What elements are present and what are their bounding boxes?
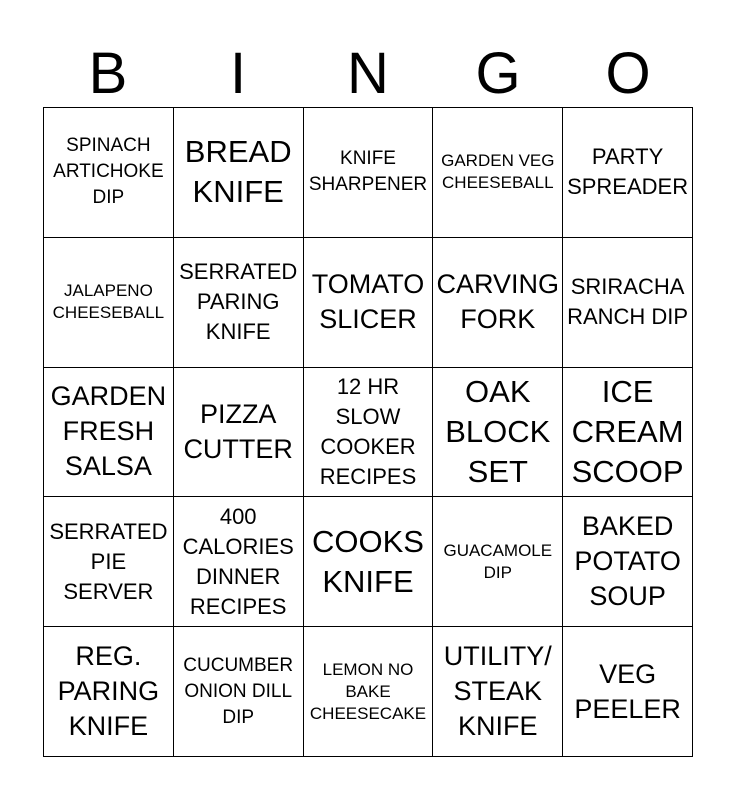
- cell-label: GUACAMOLE DIP: [443, 540, 553, 582]
- bingo-header: [43, 40, 693, 108]
- header-letter-o: O: [605, 41, 651, 106]
- cell-label: GARDEN FRESH SALSA: [50, 381, 167, 482]
- cell-label: SPINACH ARTICHOKE DIP: [53, 135, 164, 209]
- cell-label: GARDEN VEG CHEESEBALL: [441, 151, 555, 193]
- header-letter-i: I: [229, 41, 247, 106]
- header-letter-n: N: [347, 41, 389, 106]
- bingo-cell[interactable]: [44, 497, 174, 627]
- bingo-cell[interactable]: [563, 108, 693, 238]
- bingo-cell[interactable]: [304, 497, 434, 627]
- cell-label: JALAPENO CHEESEBALL: [52, 281, 165, 323]
- cell-label: VEG PEELER: [574, 658, 681, 724]
- header-letter-g: G: [475, 41, 521, 106]
- cell-label: BREAD KNIFE: [184, 134, 292, 210]
- cell-label: BAKED POTATO SOUP: [574, 511, 681, 612]
- cell-label: PIZZA CUTTER: [183, 398, 293, 464]
- cell-label: COOKS KNIFE: [312, 523, 424, 599]
- cell-label: OAK BLOCK SET: [445, 373, 551, 489]
- cell-label: TOMATO SLICER: [311, 269, 425, 335]
- bingo-cell[interactable]: [304, 238, 434, 368]
- bingo-card-grid: [43, 107, 693, 757]
- cell-label: PARTY SPREADER: [567, 144, 689, 200]
- cell-label: SERRATED PARING KNIFE: [179, 259, 298, 345]
- cell-label: SRIRACHA RANCH DIP: [567, 274, 689, 330]
- bingo-cell[interactable]: [174, 238, 304, 368]
- bingo-cell[interactable]: [304, 627, 434, 757]
- cell-label: KNIFE SHARPENER: [308, 148, 428, 196]
- cell-label: 400 CALORIES DINNER RECIPES: [182, 503, 294, 619]
- cell-label: SERRATED PIE SERVER: [49, 518, 168, 604]
- bingo-cell[interactable]: [44, 238, 174, 368]
- cell-label: LEMON NO BAKE CHEESECAKE: [309, 659, 427, 723]
- cell-label: ICE CREAM SCOOP: [571, 373, 684, 489]
- bingo-cell[interactable]: [304, 108, 434, 238]
- bingo-cell[interactable]: [433, 497, 563, 627]
- bingo-cell[interactable]: [563, 627, 693, 757]
- bingo-cell[interactable]: [563, 497, 693, 627]
- cell-label: 12 HR SLOW COOKER RECIPES: [319, 373, 417, 489]
- bingo-cell[interactable]: [174, 627, 304, 757]
- bingo-cell[interactable]: [433, 627, 563, 757]
- bingo-cell[interactable]: [44, 108, 174, 238]
- bingo-cell[interactable]: [433, 108, 563, 238]
- bingo-cell[interactable]: [44, 627, 174, 757]
- bingo-cell[interactable]: [563, 368, 693, 498]
- cell-label: REG. PARING KNIFE: [57, 641, 160, 742]
- bingo-cell[interactable]: [563, 238, 693, 368]
- bingo-cell[interactable]: [433, 238, 563, 368]
- bingo-cell[interactable]: [433, 368, 563, 498]
- bingo-cell[interactable]: [174, 368, 304, 498]
- bingo-cell[interactable]: [304, 368, 434, 498]
- cell-label: CARVING FORK: [436, 269, 560, 335]
- header-letter-b: B: [88, 41, 128, 106]
- cell-label: CUCUMBER ONION DILL DIP: [183, 654, 294, 728]
- bingo-cell[interactable]: [174, 497, 304, 627]
- cell-label: UTILITY/ STEAK KNIFE: [443, 641, 552, 742]
- bingo-cell[interactable]: [174, 108, 304, 238]
- bingo-cell[interactable]: [44, 368, 174, 498]
